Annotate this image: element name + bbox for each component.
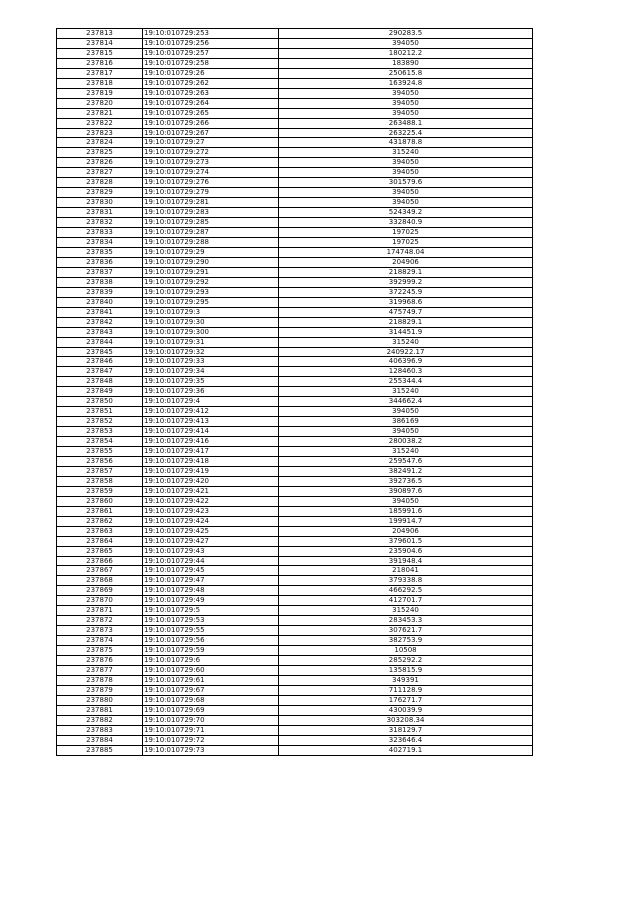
row-number-cell: 237814 bbox=[57, 38, 143, 48]
row-number-cell: 237834 bbox=[57, 238, 143, 248]
row-number-cell: 237877 bbox=[57, 666, 143, 676]
table-row bbox=[57, 58, 533, 68]
value-cell: 390897.6 bbox=[279, 486, 533, 496]
row-number-cell: 237836 bbox=[57, 257, 143, 267]
row-number-cell: 237864 bbox=[57, 536, 143, 546]
table-row bbox=[57, 586, 533, 596]
row-number-cell: 237868 bbox=[57, 576, 143, 586]
cadastral-number-cell: 19:10:010729:291 bbox=[143, 267, 279, 277]
value-cell: 263488.1 bbox=[279, 118, 533, 128]
value-cell: 394050 bbox=[279, 198, 533, 208]
table-row bbox=[57, 516, 533, 526]
table-row bbox=[57, 675, 533, 685]
value-cell: 185991.6 bbox=[279, 506, 533, 516]
cadastral-number-cell: 19:10:010729:287 bbox=[143, 228, 279, 238]
row-number-cell: 237827 bbox=[57, 168, 143, 178]
value-cell: 332840.9 bbox=[279, 218, 533, 228]
cadastral-number-cell: 19:10:010729:424 bbox=[143, 516, 279, 526]
row-number-cell: 237822 bbox=[57, 118, 143, 128]
value-cell: 524349.2 bbox=[279, 208, 533, 218]
row-number-cell: 237826 bbox=[57, 158, 143, 168]
row-number-cell: 237820 bbox=[57, 98, 143, 108]
row-number-cell: 237829 bbox=[57, 188, 143, 198]
cadastral-number-cell: 19:10:010729:272 bbox=[143, 148, 279, 158]
table-row bbox=[57, 447, 533, 457]
value-cell: 394050 bbox=[279, 88, 533, 98]
value-cell: 315240 bbox=[279, 447, 533, 457]
row-number-cell: 237840 bbox=[57, 297, 143, 307]
cadastral-number-cell: 19:10:010729:288 bbox=[143, 238, 279, 248]
value-cell: 711128.9 bbox=[279, 685, 533, 695]
row-number-cell: 237876 bbox=[57, 656, 143, 666]
table-row bbox=[57, 715, 533, 725]
row-number-cell: 237837 bbox=[57, 267, 143, 277]
value-cell: 314451.9 bbox=[279, 327, 533, 337]
value-cell: 386169 bbox=[279, 417, 533, 427]
cadastral-number-cell: 19:10:010729:266 bbox=[143, 118, 279, 128]
table-row bbox=[57, 387, 533, 397]
value-cell: 315240 bbox=[279, 387, 533, 397]
table-row bbox=[57, 456, 533, 466]
value-cell: 283453.3 bbox=[279, 616, 533, 626]
value-cell: 349391 bbox=[279, 675, 533, 685]
value-cell: 180212.2 bbox=[279, 48, 533, 58]
value-cell: 382491.2 bbox=[279, 466, 533, 476]
row-number-cell: 237870 bbox=[57, 596, 143, 606]
cadastral-number-cell: 19:10:010729:26 bbox=[143, 68, 279, 78]
cadastral-number-cell: 19:10:010729:44 bbox=[143, 556, 279, 566]
cadastral-number-cell: 19:10:010729:419 bbox=[143, 466, 279, 476]
row-number-cell: 237818 bbox=[57, 78, 143, 88]
table-row bbox=[57, 48, 533, 58]
cadastral-number-cell: 19:10:010729:273 bbox=[143, 158, 279, 168]
row-number-cell: 237882 bbox=[57, 715, 143, 725]
row-number-cell: 237821 bbox=[57, 108, 143, 118]
value-cell: 128460.3 bbox=[279, 367, 533, 377]
row-number-cell: 237884 bbox=[57, 735, 143, 745]
table-row bbox=[57, 626, 533, 636]
cadastral-number-cell: 19:10:010729:71 bbox=[143, 725, 279, 735]
value-cell: 204906 bbox=[279, 526, 533, 536]
table-row bbox=[57, 148, 533, 158]
table-row bbox=[57, 208, 533, 218]
table-row bbox=[57, 646, 533, 656]
value-cell: 259547.6 bbox=[279, 456, 533, 466]
table-row bbox=[57, 29, 533, 39]
row-number-cell: 237853 bbox=[57, 427, 143, 437]
row-number-cell: 237833 bbox=[57, 228, 143, 238]
value-cell: 412701.7 bbox=[279, 596, 533, 606]
cadastral-number-cell: 19:10:010729:425 bbox=[143, 526, 279, 536]
cadastral-number-cell: 19:10:010729:423 bbox=[143, 506, 279, 516]
table-row bbox=[57, 168, 533, 178]
value-cell: 255344.4 bbox=[279, 377, 533, 387]
row-number-cell: 237861 bbox=[57, 506, 143, 516]
value-cell: 163924.8 bbox=[279, 78, 533, 88]
table-row bbox=[57, 705, 533, 715]
value-cell: 382753.9 bbox=[279, 636, 533, 646]
row-number-cell: 237844 bbox=[57, 337, 143, 347]
row-number-cell: 237883 bbox=[57, 725, 143, 735]
table-body bbox=[57, 29, 533, 756]
row-number-cell: 237848 bbox=[57, 377, 143, 387]
table-row bbox=[57, 397, 533, 407]
cadastral-number-cell: 19:10:010729:47 bbox=[143, 576, 279, 586]
value-cell: 199914.7 bbox=[279, 516, 533, 526]
value-cell: 218829.1 bbox=[279, 317, 533, 327]
value-cell: 392999.2 bbox=[279, 277, 533, 287]
row-number-cell: 237842 bbox=[57, 317, 143, 327]
cadastral-number-cell: 19:10:010729:421 bbox=[143, 486, 279, 496]
table-row bbox=[57, 38, 533, 48]
cadastral-number-cell: 19:10:010729:253 bbox=[143, 29, 279, 39]
table-row bbox=[57, 267, 533, 277]
table-row bbox=[57, 566, 533, 576]
row-number-cell: 237815 bbox=[57, 48, 143, 58]
table-row bbox=[57, 158, 533, 168]
cadastral-number-cell: 19:10:010729:3 bbox=[143, 307, 279, 317]
row-number-cell: 237869 bbox=[57, 586, 143, 596]
row-number-cell: 237855 bbox=[57, 447, 143, 457]
value-cell: 323646.4 bbox=[279, 735, 533, 745]
cadastral-number-cell: 19:10:010729:279 bbox=[143, 188, 279, 198]
table-row bbox=[57, 88, 533, 98]
row-number-cell: 237846 bbox=[57, 357, 143, 367]
table-row bbox=[57, 327, 533, 337]
value-cell: 315240 bbox=[279, 606, 533, 616]
value-cell: 303208.34 bbox=[279, 715, 533, 725]
cadastral-number-cell: 19:10:010729:5 bbox=[143, 606, 279, 616]
cadastral-number-cell: 19:10:010729:414 bbox=[143, 427, 279, 437]
value-cell: 315240 bbox=[279, 148, 533, 158]
table-row bbox=[57, 347, 533, 357]
table-row bbox=[57, 78, 533, 88]
row-number-cell: 237866 bbox=[57, 556, 143, 566]
value-cell: 290283.5 bbox=[279, 29, 533, 39]
row-number-cell: 237885 bbox=[57, 745, 143, 755]
value-cell: 315240 bbox=[279, 337, 533, 347]
table-row bbox=[57, 367, 533, 377]
cadastral-number-cell: 19:10:010729:257 bbox=[143, 48, 279, 58]
row-number-cell: 237859 bbox=[57, 486, 143, 496]
table-row bbox=[57, 238, 533, 248]
value-cell: 466292.5 bbox=[279, 586, 533, 596]
value-cell: 394050 bbox=[279, 427, 533, 437]
row-number-cell: 237867 bbox=[57, 566, 143, 576]
value-cell: 285292.2 bbox=[279, 656, 533, 666]
table-row bbox=[57, 496, 533, 506]
cadastral-number-cell: 19:10:010729:73 bbox=[143, 745, 279, 755]
cadastral-number-cell: 19:10:010729:274 bbox=[143, 168, 279, 178]
table-row bbox=[57, 735, 533, 745]
table-row bbox=[57, 596, 533, 606]
table-row bbox=[57, 377, 533, 387]
cadastral-number-cell: 19:10:010729:285 bbox=[143, 218, 279, 228]
row-number-cell: 237835 bbox=[57, 247, 143, 257]
table-row bbox=[57, 228, 533, 238]
row-number-cell: 237819 bbox=[57, 88, 143, 98]
cadastral-number-cell: 19:10:010729:283 bbox=[143, 208, 279, 218]
table-row bbox=[57, 427, 533, 437]
value-cell: 319968.6 bbox=[279, 297, 533, 307]
row-number-cell: 237872 bbox=[57, 616, 143, 626]
cadastral-number-cell: 19:10:010729:256 bbox=[143, 38, 279, 48]
value-cell: 402719.1 bbox=[279, 745, 533, 755]
value-cell: 475749.7 bbox=[279, 307, 533, 317]
cadastral-number-cell: 19:10:010729:72 bbox=[143, 735, 279, 745]
table-row bbox=[57, 108, 533, 118]
table-row bbox=[57, 476, 533, 486]
value-cell: 344662.4 bbox=[279, 397, 533, 407]
cadastral-number-cell: 19:10:010729:6 bbox=[143, 656, 279, 666]
value-cell: 379338.8 bbox=[279, 576, 533, 586]
table-row bbox=[57, 506, 533, 516]
row-number-cell: 237849 bbox=[57, 387, 143, 397]
table-row bbox=[57, 407, 533, 417]
value-cell: 218829.1 bbox=[279, 267, 533, 277]
row-number-cell: 237860 bbox=[57, 496, 143, 506]
value-cell: 10508 bbox=[279, 646, 533, 656]
row-number-cell: 237831 bbox=[57, 208, 143, 218]
row-number-cell: 237830 bbox=[57, 198, 143, 208]
cadastral-number-cell: 19:10:010729:413 bbox=[143, 417, 279, 427]
row-number-cell: 237858 bbox=[57, 476, 143, 486]
table-row bbox=[57, 546, 533, 556]
row-number-cell: 237857 bbox=[57, 466, 143, 476]
row-number-cell: 237880 bbox=[57, 695, 143, 705]
table-row bbox=[57, 576, 533, 586]
table-row bbox=[57, 466, 533, 476]
table-row bbox=[57, 616, 533, 626]
table-row bbox=[57, 218, 533, 228]
table-row bbox=[57, 277, 533, 287]
value-cell: 204906 bbox=[279, 257, 533, 267]
value-cell: 394050 bbox=[279, 38, 533, 48]
cadastral-number-cell: 19:10:010729:35 bbox=[143, 377, 279, 387]
table-row bbox=[57, 606, 533, 616]
cadastral-number-cell: 19:10:010729:30 bbox=[143, 317, 279, 327]
table-row bbox=[57, 317, 533, 327]
table-row bbox=[57, 666, 533, 676]
cadastral-number-cell: 19:10:010729:55 bbox=[143, 626, 279, 636]
row-number-cell: 237863 bbox=[57, 526, 143, 536]
cadastral-number-cell: 19:10:010729:264 bbox=[143, 98, 279, 108]
value-cell: 394050 bbox=[279, 158, 533, 168]
cadastral-number-cell: 19:10:010729:53 bbox=[143, 616, 279, 626]
value-cell: 183890 bbox=[279, 58, 533, 68]
cadastral-number-cell: 19:10:010729:292 bbox=[143, 277, 279, 287]
row-number-cell: 237845 bbox=[57, 347, 143, 357]
value-cell: 197025 bbox=[279, 238, 533, 248]
table-row bbox=[57, 357, 533, 367]
cadastral-number-cell: 19:10:010729:417 bbox=[143, 447, 279, 457]
table-row bbox=[57, 118, 533, 128]
cadastral-number-cell: 19:10:010729:29 bbox=[143, 247, 279, 257]
value-cell: 431878.8 bbox=[279, 138, 533, 148]
value-cell: 307621.7 bbox=[279, 626, 533, 636]
value-cell: 394050 bbox=[279, 496, 533, 506]
table-row bbox=[57, 695, 533, 705]
value-cell: 391948.4 bbox=[279, 556, 533, 566]
table-row bbox=[57, 307, 533, 317]
value-cell: 318129.7 bbox=[279, 725, 533, 735]
cadastral-number-cell: 19:10:010729:265 bbox=[143, 108, 279, 118]
table-row bbox=[57, 745, 533, 755]
cadastral-number-cell: 19:10:010729:300 bbox=[143, 327, 279, 337]
cadastral-number-cell: 19:10:010729:70 bbox=[143, 715, 279, 725]
cadastral-number-cell: 19:10:010729:263 bbox=[143, 88, 279, 98]
value-cell: 394050 bbox=[279, 407, 533, 417]
cadastral-number-cell: 19:10:010729:290 bbox=[143, 257, 279, 267]
table-row bbox=[57, 526, 533, 536]
row-number-cell: 237862 bbox=[57, 516, 143, 526]
row-number-cell: 237816 bbox=[57, 58, 143, 68]
cadastral-number-cell: 19:10:010729:293 bbox=[143, 287, 279, 297]
value-cell: 250615.8 bbox=[279, 68, 533, 78]
row-number-cell: 237838 bbox=[57, 277, 143, 287]
value-cell: 406396.9 bbox=[279, 357, 533, 367]
cadastral-number-cell: 19:10:010729:36 bbox=[143, 387, 279, 397]
table-row bbox=[57, 536, 533, 546]
cadastral-number-cell: 19:10:010729:276 bbox=[143, 178, 279, 188]
row-number-cell: 237875 bbox=[57, 646, 143, 656]
cadastral-number-cell: 19:10:010729:262 bbox=[143, 78, 279, 88]
cadastral-number-cell: 19:10:010729:295 bbox=[143, 297, 279, 307]
value-cell: 394050 bbox=[279, 98, 533, 108]
row-number-cell: 237878 bbox=[57, 675, 143, 685]
row-number-cell: 237873 bbox=[57, 626, 143, 636]
table-row bbox=[57, 725, 533, 735]
value-cell: 135815.9 bbox=[279, 666, 533, 676]
row-number-cell: 237865 bbox=[57, 546, 143, 556]
cadastral-number-cell: 19:10:010729:281 bbox=[143, 198, 279, 208]
cadastral-number-cell: 19:10:010729:48 bbox=[143, 586, 279, 596]
cadastral-number-cell: 19:10:010729:45 bbox=[143, 566, 279, 576]
value-cell: 392736.5 bbox=[279, 476, 533, 486]
table-row bbox=[57, 198, 533, 208]
row-number-cell: 237847 bbox=[57, 367, 143, 377]
value-cell: 263225.4 bbox=[279, 128, 533, 138]
cadastral-number-cell: 19:10:010729:68 bbox=[143, 695, 279, 705]
table-row bbox=[57, 417, 533, 427]
cadastral-number-cell: 19:10:010729:27 bbox=[143, 138, 279, 148]
row-number-cell: 237854 bbox=[57, 437, 143, 447]
cadastral-number-cell: 19:10:010729:43 bbox=[143, 546, 279, 556]
value-cell: 280038.2 bbox=[279, 437, 533, 447]
cadastral-number-cell: 19:10:010729:31 bbox=[143, 337, 279, 347]
row-number-cell: 237852 bbox=[57, 417, 143, 427]
cadastral-number-cell: 19:10:010729:33 bbox=[143, 357, 279, 367]
table-row bbox=[57, 337, 533, 347]
table-row bbox=[57, 68, 533, 78]
cadastral-number-cell: 19:10:010729:258 bbox=[143, 58, 279, 68]
row-number-cell: 237817 bbox=[57, 68, 143, 78]
row-number-cell: 237856 bbox=[57, 456, 143, 466]
row-number-cell: 237841 bbox=[57, 307, 143, 317]
cadastral-number-cell: 19:10:010729:59 bbox=[143, 646, 279, 656]
cadastral-number-cell: 19:10:010729:267 bbox=[143, 128, 279, 138]
cadastral-number-cell: 19:10:010729:56 bbox=[143, 636, 279, 646]
value-cell: 218041 bbox=[279, 566, 533, 576]
cadastral-number-cell: 19:10:010729:32 bbox=[143, 347, 279, 357]
table-row bbox=[57, 636, 533, 646]
table-row bbox=[57, 486, 533, 496]
table-row bbox=[57, 128, 533, 138]
row-number-cell: 237824 bbox=[57, 138, 143, 148]
table-row bbox=[57, 257, 533, 267]
value-cell: 174748.04 bbox=[279, 247, 533, 257]
row-number-cell: 237832 bbox=[57, 218, 143, 228]
cadastral-number-cell: 19:10:010729:422 bbox=[143, 496, 279, 506]
value-cell: 394050 bbox=[279, 168, 533, 178]
cadastral-number-cell: 19:10:010729:69 bbox=[143, 705, 279, 715]
row-number-cell: 237839 bbox=[57, 287, 143, 297]
value-cell: 235904.6 bbox=[279, 546, 533, 556]
cadastral-number-cell: 19:10:010729:67 bbox=[143, 685, 279, 695]
table-row bbox=[57, 437, 533, 447]
table-row bbox=[57, 556, 533, 566]
cadastral-number-cell: 19:10:010729:420 bbox=[143, 476, 279, 486]
cadastral-number-cell: 19:10:010729:49 bbox=[143, 596, 279, 606]
cadastral-number-cell: 19:10:010729:418 bbox=[143, 456, 279, 466]
row-number-cell: 237879 bbox=[57, 685, 143, 695]
value-cell: 394050 bbox=[279, 188, 533, 198]
value-cell: 240922.17 bbox=[279, 347, 533, 357]
value-cell: 379601.5 bbox=[279, 536, 533, 546]
row-number-cell: 237828 bbox=[57, 178, 143, 188]
row-number-cell: 237813 bbox=[57, 29, 143, 39]
row-number-cell: 237881 bbox=[57, 705, 143, 715]
table-row bbox=[57, 287, 533, 297]
table-row bbox=[57, 188, 533, 198]
value-cell: 394050 bbox=[279, 108, 533, 118]
table-row bbox=[57, 98, 533, 108]
cadastral-number-cell: 19:10:010729:34 bbox=[143, 367, 279, 377]
row-number-cell: 237850 bbox=[57, 397, 143, 407]
row-number-cell: 237825 bbox=[57, 148, 143, 158]
cadastral-number-cell: 19:10:010729:427 bbox=[143, 536, 279, 546]
value-cell: 197025 bbox=[279, 228, 533, 238]
value-cell: 430039.9 bbox=[279, 705, 533, 715]
table-row bbox=[57, 178, 533, 188]
table-row bbox=[57, 247, 533, 257]
cadastral-number-cell: 19:10:010729:60 bbox=[143, 666, 279, 676]
data-table bbox=[56, 28, 533, 756]
table-row bbox=[57, 685, 533, 695]
row-number-cell: 237843 bbox=[57, 327, 143, 337]
value-cell: 301579.6 bbox=[279, 178, 533, 188]
value-cell: 176271.7 bbox=[279, 695, 533, 705]
cadastral-number-cell: 19:10:010729:412 bbox=[143, 407, 279, 417]
row-number-cell: 237851 bbox=[57, 407, 143, 417]
table-row bbox=[57, 297, 533, 307]
row-number-cell: 237871 bbox=[57, 606, 143, 616]
cadastral-number-cell: 19:10:010729:61 bbox=[143, 675, 279, 685]
row-number-cell: 237823 bbox=[57, 128, 143, 138]
cadastral-number-cell: 19:10:010729:4 bbox=[143, 397, 279, 407]
value-cell: 372245.9 bbox=[279, 287, 533, 297]
table-row bbox=[57, 656, 533, 666]
table-row bbox=[57, 138, 533, 148]
row-number-cell: 237874 bbox=[57, 636, 143, 646]
cadastral-number-cell: 19:10:010729:416 bbox=[143, 437, 279, 447]
